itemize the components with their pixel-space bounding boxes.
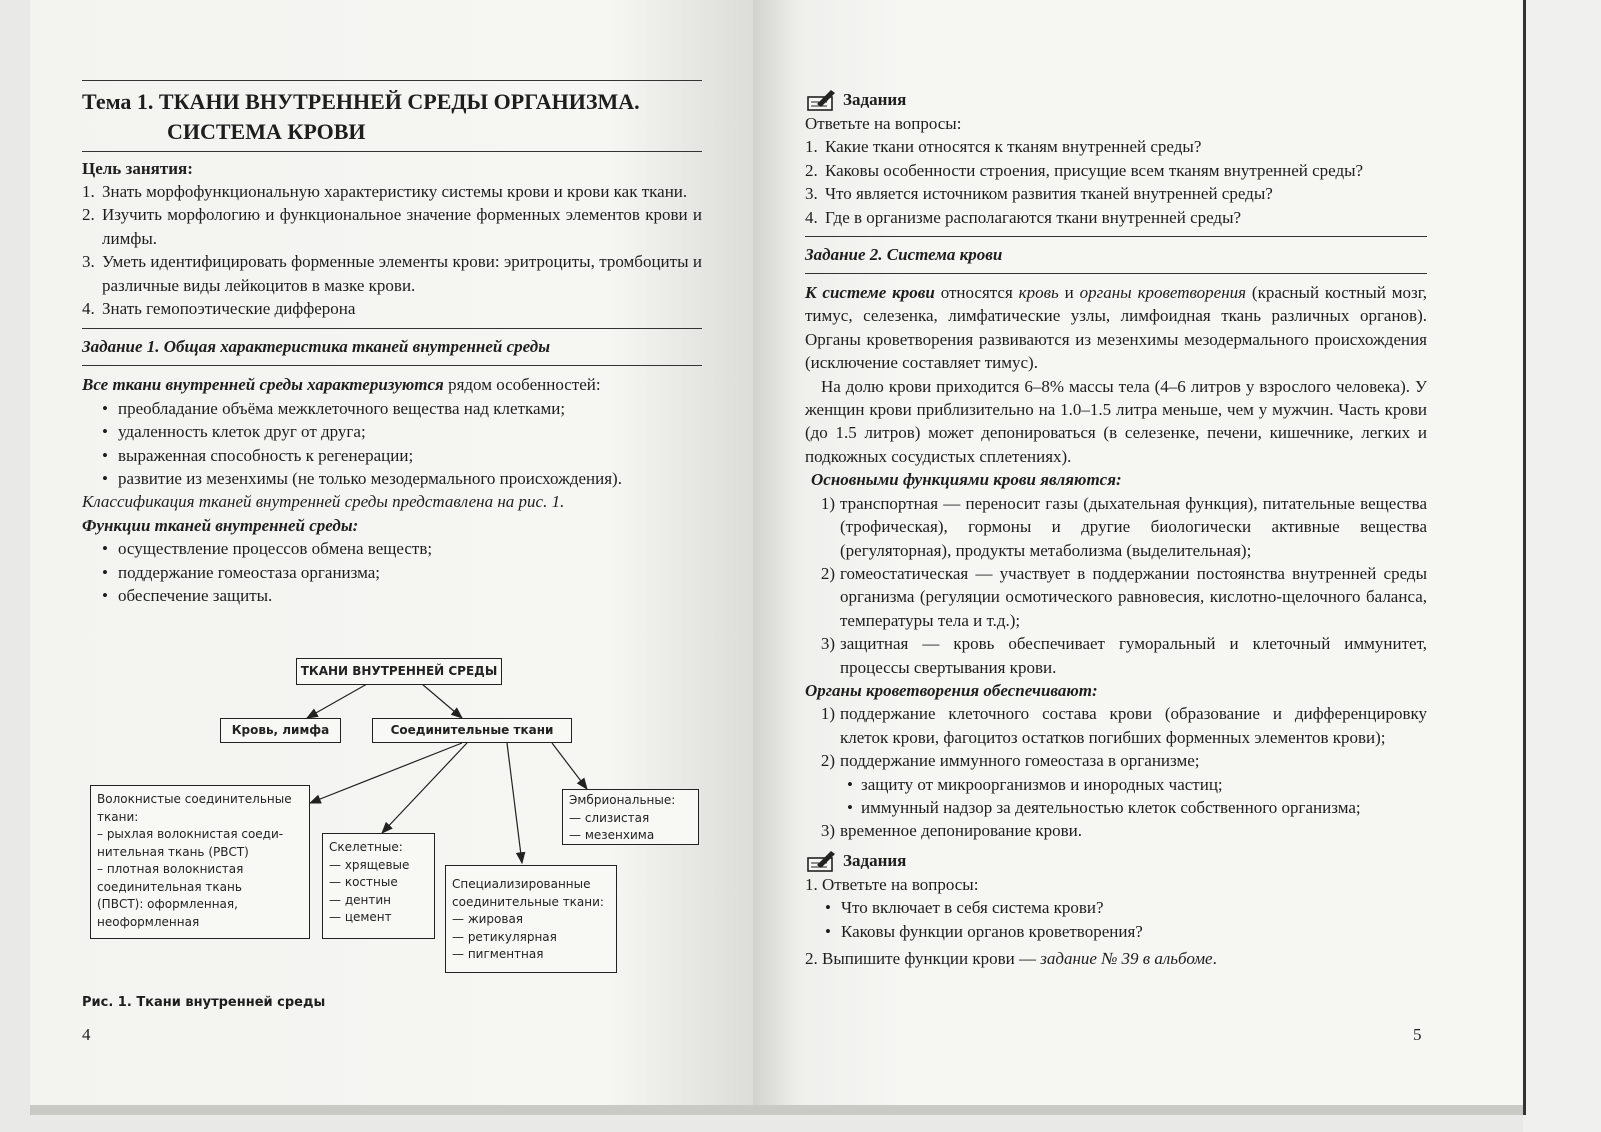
diagram-box-line: — костные xyxy=(329,875,398,889)
diagram-box-line: соединительная ткань xyxy=(97,879,242,894)
organs-sub-list xyxy=(805,773,1427,820)
blood-function-item xyxy=(805,562,1427,632)
goal-number: 3. xyxy=(82,252,95,272)
blood-volume-paragraph: На долю крови приходится 6–8% массы тела (4–6 литров у взрослого человека). У женщин крови приблизительно на 1.0–1.5 литра меньше, чем у мужчин. Часть крови (до 1.5 литров) может депонироваться (в селезенке, печени, кишечнике, легких и подкожных сосудистых сплетениях). xyxy=(805,376,1427,466)
features-intro: Все ткани внутренней среды характеризуются рядом особенностей: xyxy=(82,375,601,395)
blood-functions-list xyxy=(805,492,1427,679)
diagram-box-line: (ПВСТ): оформленная, xyxy=(97,897,238,911)
feature-item xyxy=(82,420,702,443)
organs-sub-item xyxy=(805,773,1427,796)
pen-notebook-icon xyxy=(805,849,837,873)
arrow-root-to-connective xyxy=(422,684,462,718)
functions-heading: Функции тканей внутренней среды: xyxy=(82,515,359,535)
final-task-1: 1. Ответьте на вопросы: xyxy=(805,874,979,894)
final-questions-list xyxy=(805,896,1427,943)
bullet-dot-icon: • xyxy=(102,422,108,442)
function-item xyxy=(82,537,702,560)
diagram-box-line: — ретикулярная xyxy=(452,929,557,944)
title-line-2: СИСТЕМА КРОВИ xyxy=(167,119,366,144)
organs-sub-item-text: защиту от микроорганизмов и инородных частиц; xyxy=(861,774,1223,794)
blood-function-text: защитная — кровь обеспечивает гуморальный и клеточный иммунитет, процессы свертывания крови. xyxy=(840,634,1427,677)
page-bottom-shadow xyxy=(30,1105,1523,1115)
tasks-heading-2 xyxy=(805,849,1427,873)
bullet-dot-icon: • xyxy=(825,898,831,918)
diagram-box-line: — хрящевые xyxy=(329,857,410,872)
bullet-dot-icon: • xyxy=(102,539,108,559)
figure-caption: Рис. 1. Ткани внутренней среды xyxy=(82,995,326,1010)
goal-heading: Цель занятия: xyxy=(82,159,193,178)
diagram-root-box: ТКАНИ ВНУТРЕННЕЙ СРЕДЫ xyxy=(296,658,502,685)
goal-number: 1. xyxy=(82,182,95,201)
feature-item xyxy=(82,397,702,420)
bullet-dot-icon: • xyxy=(102,445,108,465)
blood-function-item xyxy=(805,492,1427,562)
diagram-box-line: ткани: xyxy=(97,809,139,824)
diagram-box-line: — дентин xyxy=(329,892,391,907)
blood-function-text: транспортная — переносит газы (дыхательная функция), питательные вещества (трофическая), гормоны и другие биологически активные вещества (регуляторная), продукты метаболизма (выделительная); xyxy=(840,493,1427,560)
organs-sub-item xyxy=(805,796,1427,819)
diagram-box-line: Специализированные xyxy=(452,877,591,891)
blood-function-text: гомеостатическая — участвует в поддержании постоянства внутренней среды организма (регуляции осмотического равновесия, кислотно-щелочного баланса, температуры тела и т.д.); xyxy=(840,563,1427,630)
bullet-dot-icon: • xyxy=(847,797,853,817)
diagram-box-line: — слизистая xyxy=(569,810,650,825)
classification-note: Классификация тканей внутренней среды представлена на рис. 1. xyxy=(82,492,565,512)
blood-functions-heading: Основными функциями крови являются: xyxy=(811,470,1122,490)
blood-function-item xyxy=(805,632,1427,679)
page-number-left: 4 xyxy=(82,1025,91,1044)
question-text: Где в организме располагаются ткани внутренней среды? xyxy=(825,207,1242,227)
bullet-dot-icon: • xyxy=(847,774,853,794)
goal-text: Знать гемопоэтические дифферона xyxy=(102,299,356,319)
features-section xyxy=(82,366,702,607)
scan-margin xyxy=(1523,0,1601,1132)
book-edge-line xyxy=(1523,0,1526,1115)
left-page-content xyxy=(82,80,702,608)
task2-heading: Задание 2. Система крови xyxy=(805,245,1003,265)
diagram-box-line: соединительные ткани: xyxy=(452,894,604,909)
diagram-box-line: – плотная волокнистая xyxy=(97,862,244,876)
answer-prompt: Ответьте на вопросы: xyxy=(805,114,962,133)
diagram-box-line: нительная ткань (РВСТ) xyxy=(97,844,249,859)
features-list xyxy=(82,397,702,491)
question-item xyxy=(805,206,1427,229)
bullet-dot-icon: • xyxy=(102,562,108,582)
final-question-item xyxy=(805,896,1427,919)
organs-heading: Органы кроветворения обеспечивают: xyxy=(805,680,1098,700)
tasks-label: Задания xyxy=(843,90,907,109)
diagram-skeletal-box xyxy=(322,833,435,939)
goal-text: Знать морфофункциональную характеристику системы крови и крови как ткани. xyxy=(102,182,688,201)
question-number: 4. xyxy=(805,207,818,227)
organs-item-1: 1) поддержание клеточного состава крови (образование и дифференцировку клеток крови, фагоцитоз остатков погибших форменных элементов крови); xyxy=(820,704,1427,747)
page-number-right: 5 xyxy=(1413,1025,1422,1044)
question-text: Каковы особенности строения, присущие всем тканям внутренней среды? xyxy=(825,160,1364,180)
goal-item xyxy=(82,297,702,320)
goal-number: 4. xyxy=(82,299,95,319)
bullet-dot-icon: • xyxy=(825,921,831,941)
goal-item xyxy=(82,203,702,250)
final-question-item-text: Каковы функции органов кроветворения? xyxy=(841,921,1143,941)
diagram-box-line: Скелетные: xyxy=(329,840,403,854)
functions-list xyxy=(82,537,702,607)
arrow-connective-to-embryonic xyxy=(552,743,587,789)
question-text: Что является источником развития тканей внутренней среды? xyxy=(825,184,1273,204)
blood-system-section xyxy=(805,274,1427,843)
diagram-fibrous-box xyxy=(90,785,310,939)
topic-title xyxy=(82,81,702,151)
question-number: 3. xyxy=(805,184,818,204)
diagram-box-line: неоформленная xyxy=(97,914,200,929)
questions-list xyxy=(805,135,1427,229)
diagram-box-line: — мезенхима xyxy=(569,828,655,842)
goal-item xyxy=(82,180,702,203)
function-item xyxy=(82,584,702,607)
task1-heading: Задание 1. Общая характеристика тканей внутренней среды xyxy=(82,337,551,357)
diagram-box-line: — пигментная xyxy=(452,947,544,961)
question-item xyxy=(805,135,1427,158)
blood-function-number: 2) xyxy=(820,563,835,583)
goal-text: Уметь идентифицировать форменные элементы крови: эритроциты, тромбоциты и различные виды лейкоцитов в мазке крови. xyxy=(102,252,702,295)
diagram-specialized-box xyxy=(445,865,617,973)
arrow-root-to-blood xyxy=(307,684,367,718)
arrow-connective-to-skeletal xyxy=(382,743,467,833)
goal-item xyxy=(82,250,702,297)
feature-item xyxy=(82,467,702,490)
feature-item-text: удаленность клеток друг от друга; xyxy=(118,422,366,442)
question-text: Какие ткани относятся к тканям внутренней среды? xyxy=(825,137,1202,157)
organs-item-3: 3) временное депонирование крови. xyxy=(820,821,1083,841)
final-question-item-text: Что включает в себя система крови? xyxy=(841,898,1104,918)
function-item-text: обеспечение защиты. xyxy=(118,586,273,606)
feature-item-text: преобладание объёма межклеточного вещества над клетками; xyxy=(118,398,566,418)
diagram-connective-box: Соединительные ткани xyxy=(372,718,572,743)
final-task-2: 2. Выпишите функции крови — задание № 39 в альбоме. xyxy=(805,949,1217,968)
question-number: 1. xyxy=(805,137,818,157)
diagram-box-line: — жировая xyxy=(452,912,524,926)
right-page-content xyxy=(805,88,1427,970)
bullet-dot-icon: • xyxy=(102,586,108,606)
feature-item-text: выраженная способность к регенерации; xyxy=(118,445,414,465)
tissue-classification-diagram xyxy=(82,655,702,985)
goals-list xyxy=(82,180,702,320)
diagram-blood-box: Кровь, лимфа xyxy=(220,718,341,743)
tasks-heading xyxy=(805,88,1427,112)
diagram-box-line: — цемент xyxy=(329,910,392,924)
arrow-connective-to-special xyxy=(507,743,522,863)
diagram-embryonic-box xyxy=(562,789,699,845)
diagram-box-line: – рыхлая волокнистая соеди- xyxy=(97,827,284,841)
function-item xyxy=(82,561,702,584)
goal-number: 2. xyxy=(82,205,95,225)
feature-item xyxy=(82,444,702,467)
blood-system-paragraph: К системе крови относятся кровь и органы кроветворения (красный костный мозг, тимус, селезенка, лимфатические узлы, лимфоидная ткань различных органов). Органы кроветворения развиваются из мезенхимы мезодермального происхождения (исключение составляет тимус). xyxy=(805,283,1427,373)
goals-section xyxy=(82,152,702,320)
pen-notebook-icon xyxy=(805,88,837,112)
diagram-box-line: Эмбриональные: xyxy=(569,793,676,807)
title-line-1: Тема 1. ТКАНИ ВНУТРЕННЕЙ СРЕДЫ ОРГАНИЗМА. xyxy=(82,89,640,114)
tasks-label-2: Задания xyxy=(843,850,907,870)
bullet-dot-icon: • xyxy=(102,398,108,418)
blood-function-number: 3) xyxy=(820,634,835,654)
feature-item-text: развитие из мезенхимы (не только мезодермального происхождения). xyxy=(118,469,622,489)
goal-text: Изучить морфологию и функциональное значение форменных элементов крови и лимфы. xyxy=(102,205,702,248)
function-item-text: поддержание гомеостаза организма; xyxy=(118,562,381,582)
organs-item-2: 2) поддержание иммунного гомеостаза в организме; xyxy=(820,751,1200,771)
bullet-dot-icon: • xyxy=(102,469,108,489)
blood-function-number: 1) xyxy=(820,493,835,513)
final-question-item xyxy=(805,920,1427,943)
function-item-text: осуществление процессов обмена веществ; xyxy=(118,539,433,559)
diagram-box-line: Волокнистые соединительные xyxy=(97,792,292,806)
question-item xyxy=(805,182,1427,205)
question-item xyxy=(805,159,1427,182)
organs-sub-item-text: иммунный надзор за деятельностью клеток собственного организма; xyxy=(861,797,1361,817)
question-number: 2. xyxy=(805,160,818,180)
